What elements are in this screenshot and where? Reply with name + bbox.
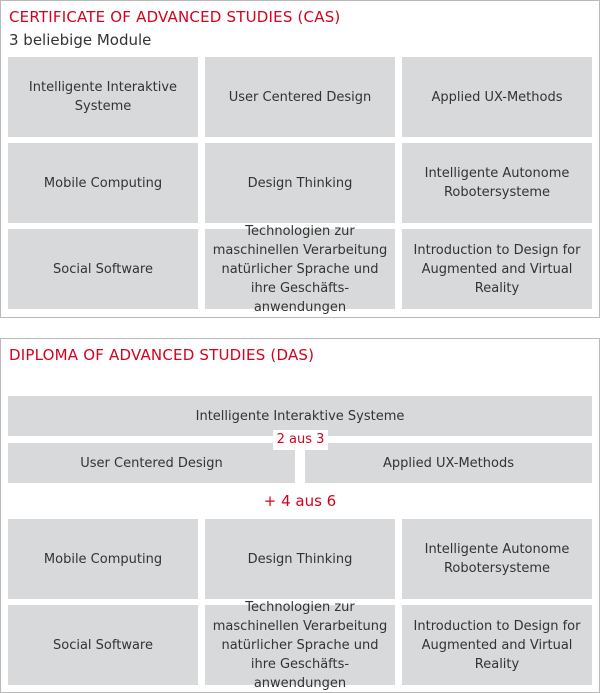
cas-module: Social Software (8, 229, 198, 309)
das-core-module: Intelligente Interaktive Systeme (8, 396, 592, 436)
cas-module: Mobile Computing (8, 143, 198, 223)
das-elective-module: Intelligente Autonome Robotersysteme (402, 519, 592, 599)
cas-module: Technologien zur maschinellen Verarbeitung natürlicher Sprache und ihre Geschäfts-anwendungen (205, 229, 395, 309)
das-title: DIPLOMA OF ADVANCED STUDIES (DAS) (9, 346, 315, 364)
cas-title: CERTIFICATE OF ADVANCED STUDIES (CAS) (9, 8, 341, 26)
cas-panel (0, 0, 600, 318)
das-choice-module: User Centered Design (8, 443, 295, 483)
das-choice-rule: 2 aus 3 (273, 430, 328, 450)
das-elective-module: Social Software (8, 605, 198, 685)
das-elective-module: Technologien zur maschinellen Verarbeitung natürlicher Sprache und ihre Geschäfts-anwendungen (205, 605, 395, 685)
das-choice-module: Applied UX-Methods (305, 443, 592, 483)
das-elective-module: Mobile Computing (8, 519, 198, 599)
cas-module: Intelligente Interaktive Systeme (8, 57, 198, 137)
das-elective-rule: + 4 aus 6 (263, 492, 337, 510)
cas-module: Intelligente Autonome Robotersysteme (402, 143, 592, 223)
cas-module: Design Thinking (205, 143, 395, 223)
cas-module: Applied UX-Methods (402, 57, 592, 137)
cas-module: User Centered Design (205, 57, 395, 137)
das-panel (0, 338, 600, 693)
cas-subtitle: 3 beliebige Module (9, 31, 152, 49)
das-elective-module: Introduction to Design for Augmented and Virtual Reality (402, 605, 592, 685)
das-elective-module: Design Thinking (205, 519, 395, 599)
cas-module: Introduction to Design for Augmented and Virtual Reality (402, 229, 592, 309)
